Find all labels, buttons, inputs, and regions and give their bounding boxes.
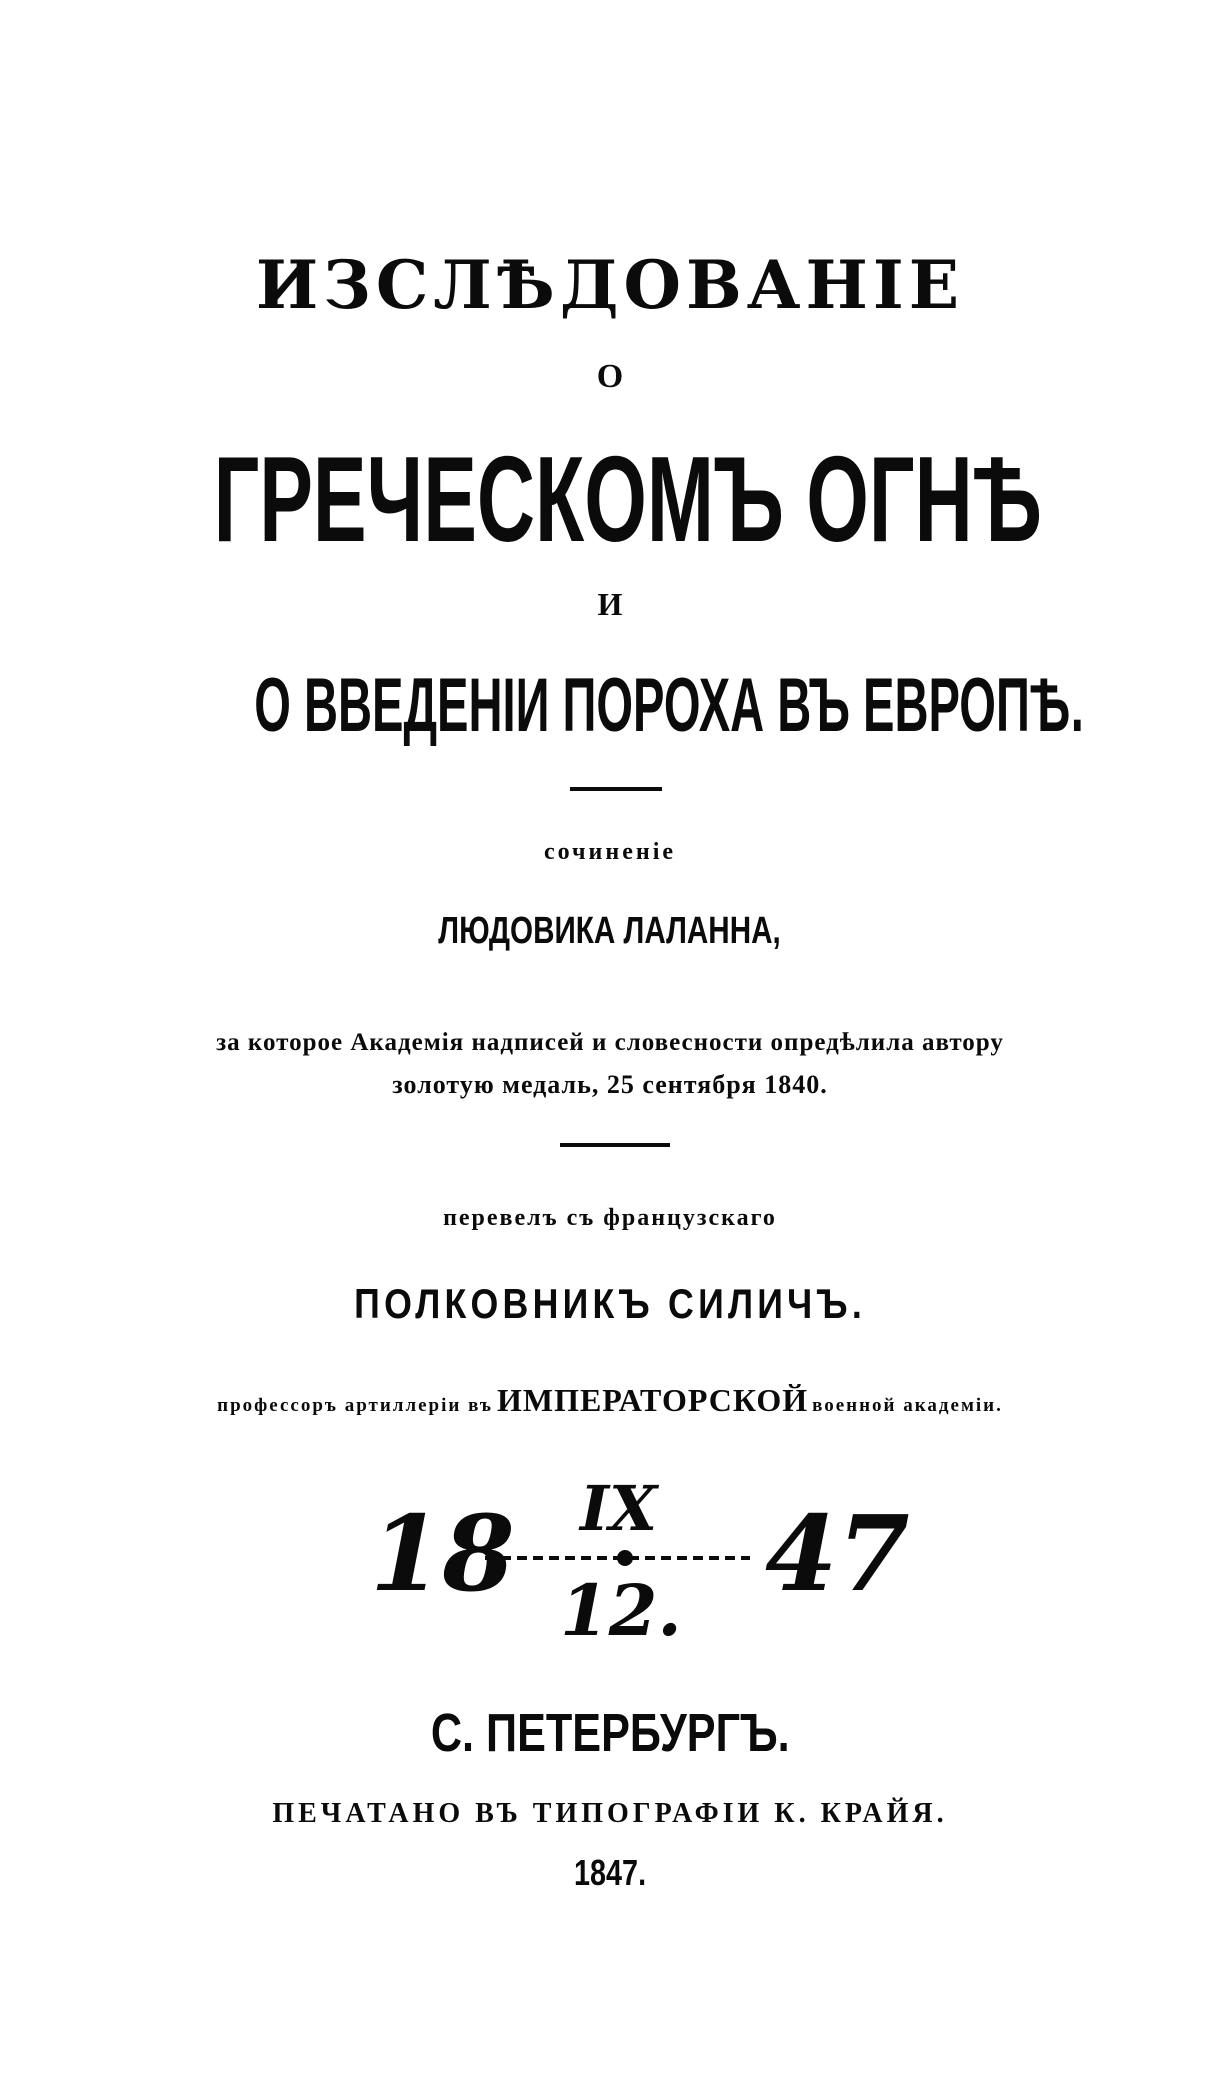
publication-year [0, 1852, 1220, 1893]
handwritten-left: 18 [370, 1492, 515, 1615]
work-label: сочиненіе [543, 839, 677, 865]
translator-title-b: ИМПЕРАТОРСКОЙ [496, 1382, 809, 1418]
city-name-text: С. ПЕТЕРБУРГЪ. [430, 1703, 790, 1763]
handwritten-top: IX [580, 1472, 658, 1545]
publication-year-text: 1847. [573, 1852, 647, 1893]
title-subject-gunpowder-text: О ВВЕДЕНІИ ПОРОХА ВЪ ЕВРОПѢ. [254, 663, 1084, 748]
title-subject-greek-fire-text: ГРЕЧЕСКОМЪ ОГНѢ [213, 431, 1043, 567]
title-conjunction-i: И [597, 586, 623, 622]
divider-rule-2 [560, 1143, 670, 1147]
author-name [0, 912, 1220, 950]
award-line-1: за которое Академія надписей и словесности опредѣлила автору [216, 1029, 1004, 1056]
city-name [0, 1703, 1220, 1763]
handwritten-dot [617, 1550, 633, 1566]
divider-rule-1 [570, 787, 662, 791]
title-subject-gunpowder [0, 663, 1220, 748]
award-line-2: золотую медаль, 25 сентября 1840. [392, 1070, 828, 1099]
translated-label: перевелъ съ французскаго [443, 1205, 777, 1231]
title-subject-greek-fire [0, 431, 1220, 567]
handwritten-right: 47 [765, 1492, 910, 1615]
translator-name-text: ПОЛКОВНИКЪ СИЛИЧЪ. [354, 1280, 866, 1327]
title-conjunction-o: О [596, 358, 624, 395]
translator-name [0, 1280, 1220, 1327]
handwritten-date-note [0, 1460, 1220, 1660]
translator-title-a: профессоръ артиллеріи въ [217, 1395, 493, 1416]
author-name-text: ЛЮДОВИКА ЛАЛАННА, [438, 910, 782, 952]
handwritten-bottom: 12. [560, 1569, 682, 1652]
translator-title-c: военной академіи. [812, 1395, 1003, 1416]
book-title: ИЗСЛѢДОВАНІЕ [255, 246, 965, 324]
translator-title [0, 1384, 1220, 1416]
printer-line: ПЕЧАТАНО ВЪ ТИПОГРАФІИ К. КРАЙЯ. [272, 1798, 948, 1829]
